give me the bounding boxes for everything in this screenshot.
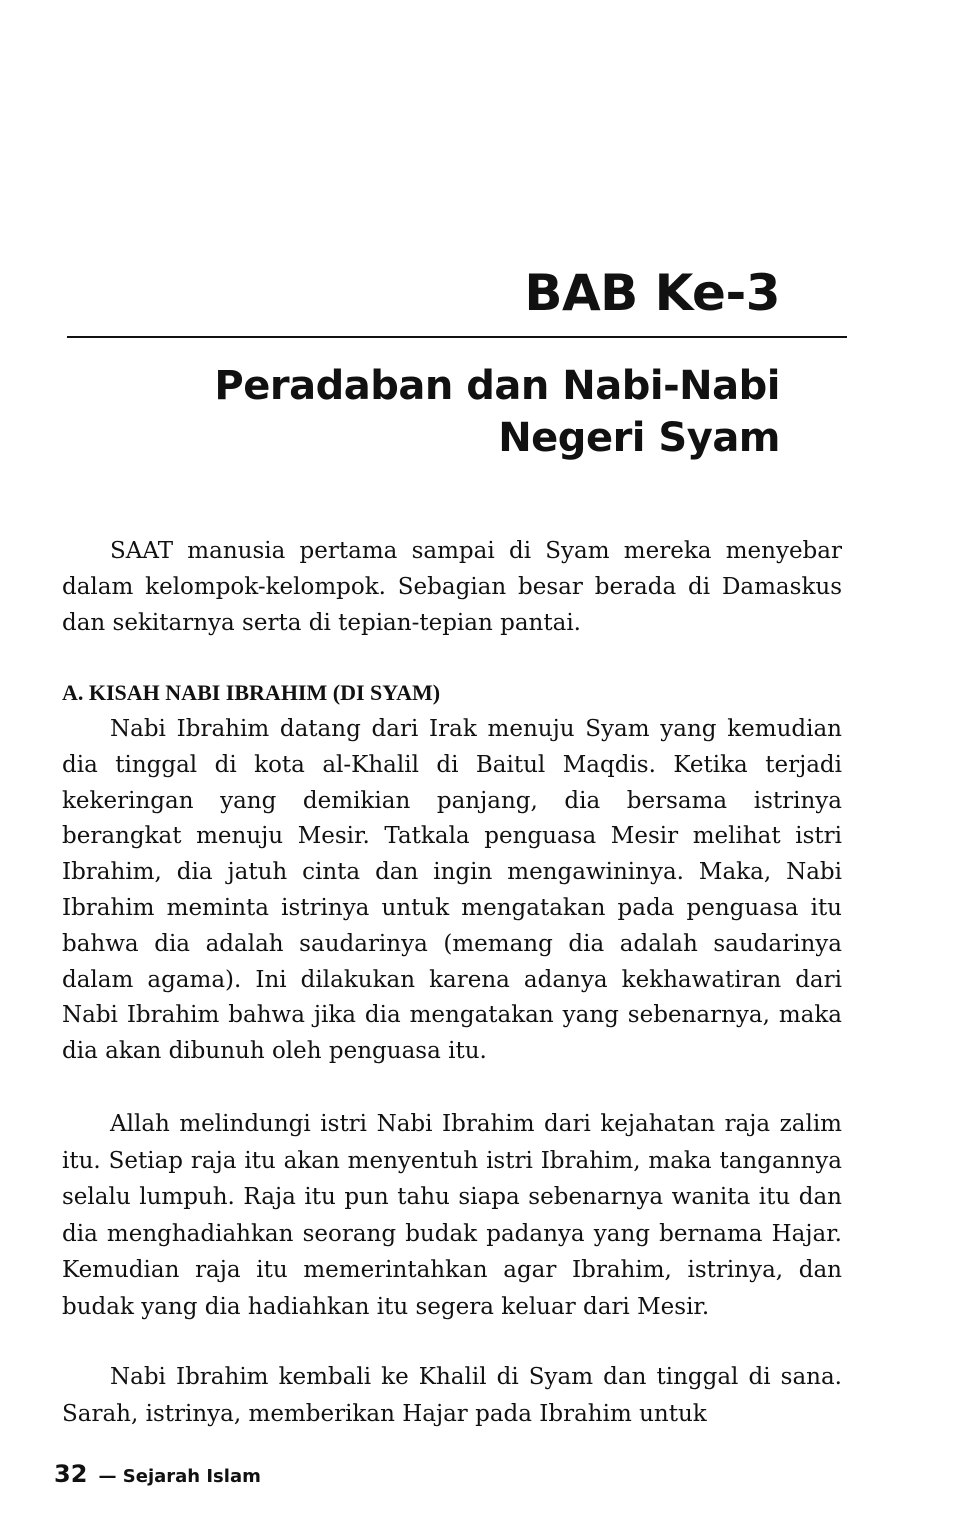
book-title: — Sejarah Islam [98, 1466, 261, 1487]
intro-paragraph: SAAT manusia pertama sampai di Syam mereka menyebar dalam kelompok-kelompok. Sebagian besar berada di Damaskus dan sekitarnya serta di tepian-tepian pantai. [62, 538, 842, 636]
chapter-title-line-2: Negeri Syam [498, 415, 780, 461]
body-paragraph-3: Nabi Ibrahim kembali ke Khalil di Syam dan tinggal di sana. Sarah, istrinya, memberikan Hajar pada Ibrahim untuk [62, 1364, 842, 1427]
body-paragraph-1: Nabi Ibrahim datang dari Irak menuju Syam yang kemudian dia tinggal di kota al-Khalil di Baitul Maqdis. Ketika terjadi kekeringan yang demikian panjang, dia bersama istrinya berangkat menuju Mesir. Tatkala penguasa Mesir melihat istri Ibrahim, dia jatuh cinta dan ingin mengawininya. Maka, Nabi Ibrahim meminta istrinya untuk mengatakan pada penguasa itu bahwa dia adalah saudarinya (memang dia adalah saudarinya dalam agama). Ini dilakukan karena adanya kekhawatiran dari Nabi Ibrahim bahwa jika dia mengatakan yang sebenarnya, maka dia akan dibunuh oleh penguasa itu. [62, 716, 842, 1065]
page-number: 32 [54, 1460, 88, 1488]
body-paragraph-2: Allah melindungi istri Nabi Ibrahim dari kejahatan raja zalim itu. Setiap raja itu akan menyentuh istri Ibrahim, maka tangannya selalu lumpuh. Raja itu pun tahu siapa sebenarnya wanita itu dan dia menghadiahkan seorang budak padanya yang bernama Hajar. Kemudian raja itu memerintahkan agar Ibrahim, istrinya, dan budak yang dia hadiahkan itu segera keluar dari Mesir. [62, 1111, 842, 1320]
chapter-label: BAB Ke-3 [524, 264, 780, 322]
chapter-title-line-1: Peradaban dan Nabi-Nabi [214, 363, 780, 409]
chapter-divider [67, 336, 847, 338]
chapter-title [214, 360, 780, 464]
section-heading: A. KISAH NABI IBRAHIM (DI SYAM) [62, 680, 441, 705]
page-footer [54, 1462, 261, 1486]
